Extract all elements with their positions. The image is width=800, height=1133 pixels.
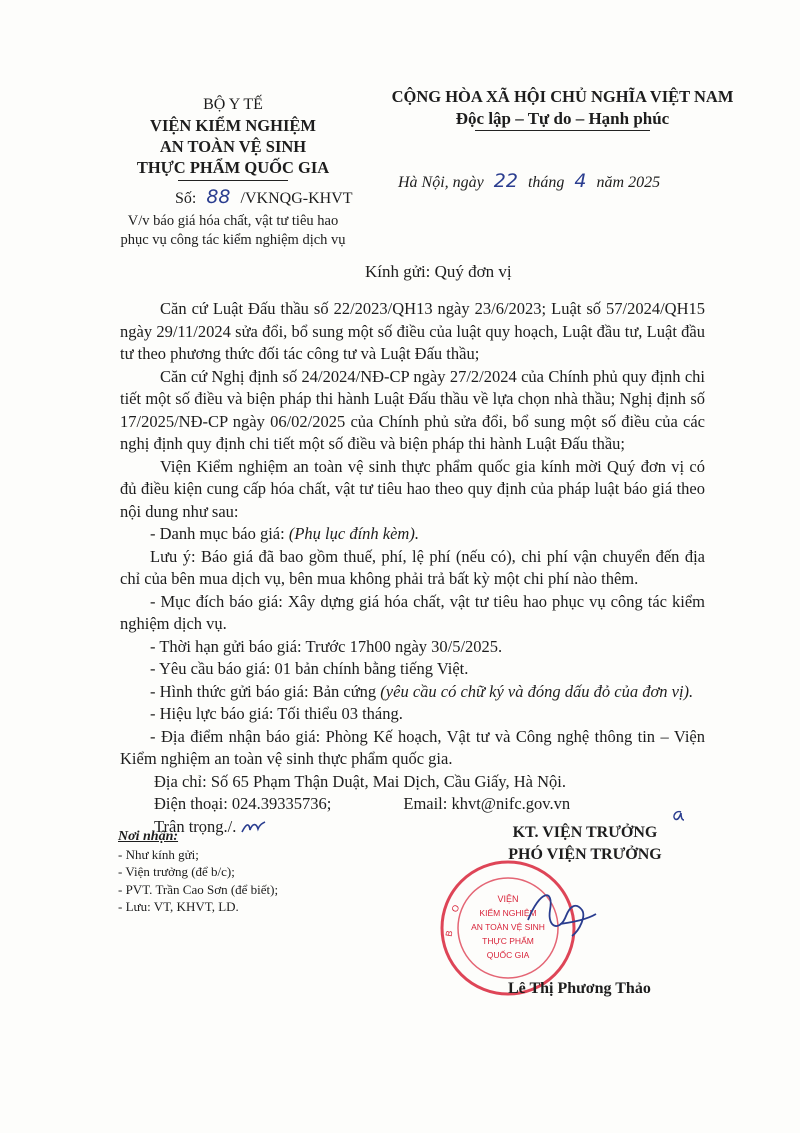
phone-text: Điện thoại: 024.39335736; [154, 794, 332, 813]
deadline-line: - Thời hạn gửi báo giá: Trước 17h00 ngày 30/5/2025. [150, 636, 503, 656]
initial-a-icon [668, 808, 686, 826]
org-name-line2: AN TOÀN VỆ SINH [159, 137, 307, 156]
date-prefix: Hà Nội, ngày [398, 174, 484, 191]
legal-basis-1: Căn cứ Luật Đấu thầu số 22/2023/QH13 ngày 23/6/2023; Luật số 57/2024/QH15 ngày 29/11/2024 sửa đổi, bổ sung một số điều của luật quy hoạch, Luật đầu tư, Luật đầu tư theo phương thức đối tác công tư và Luật Đấu thầu; [120, 299, 705, 363]
document-number-prefix: Số: [175, 190, 197, 207]
requirement-line: - Yêu cầu báo giá: 01 bản chính bằng tiếng Việt. [150, 659, 469, 678]
date-month-handwritten: 4 [574, 170, 587, 192]
svg-text:O: O [449, 902, 462, 915]
item-list-line [120, 523, 705, 546]
signer-name: Lê Thị Phương Thảo [508, 980, 651, 997]
org-name-line1: VIỆN KIỂM NGHIỆM [150, 116, 316, 135]
recipients-title: Nơi nhận: [118, 829, 179, 844]
issuer-block [118, 94, 348, 181]
invitation-paragraph: Viện Kiểm nghiệm an toàn vệ sinh thực phẩm quốc gia kính mời Quý đơn vị có đủ điều kiện cung cấp hóa chất, vật tư tiêu hao theo quy định của pháp luật báo giá theo nội dung như sau: [120, 456, 705, 521]
subject-block [118, 212, 348, 250]
form-line [120, 681, 705, 704]
seal-text-line2: KIỂM NGHIỆM [479, 908, 537, 918]
date-month-label: tháng [527, 174, 565, 191]
date-day-handwritten: 22 [493, 170, 518, 192]
document-number-handwritten: 88 [206, 186, 231, 208]
subject-line1: V/v báo giá hóa chất, vật tư tiêu hao [127, 213, 339, 229]
seal-text-line1: VIỆN [497, 894, 519, 904]
signature-title-line2: PHÓ VIỆN TRƯỞNG [508, 846, 662, 863]
seal-text-line3: AN TOÀN VỆ SINH [471, 922, 545, 932]
item-list-value: (Phụ lục đính kèm). [288, 524, 419, 543]
recipient-item: - Viện trưởng (để b/c); [118, 864, 235, 879]
signature-title-line1: KT. VIỆN TRƯỞNG [512, 824, 658, 841]
national-motto: Độc lập – Tự do – Hạnh phúc [455, 109, 670, 128]
date-line [398, 170, 660, 192]
location-line: - Địa điểm nhận báo giá: Phòng Kế hoạch, Vật tư và Công nghệ thông tin – Viện Kiểm nghiệm an toàn vệ sinh thực phẩm quốc gia. [120, 726, 705, 768]
document-number [175, 186, 353, 208]
subject-line2: phục vụ công tác kiểm nghiệm dịch vụ [120, 232, 346, 248]
ministry-name: BỘ Y TẾ [203, 96, 263, 113]
form-value: (yêu cầu có chữ ký và đóng dấu đỏ của đơn vị). [380, 681, 694, 701]
recipient-item: - Lưu: VT, KHVT, LD. [118, 899, 239, 914]
form-label: - Hình thức gửi báo giá: Bản cứng [150, 681, 381, 701]
recipient-item: - PVT. Trần Cao Sơn (để biết); [118, 881, 279, 897]
svg-text:B: B [443, 929, 455, 938]
salutation: Kính gửi: Quý đơn vị [365, 262, 512, 281]
note-line: Lưu ý: Báo giá đã bao gồm thuế, phí, lệ phí (nếu có), chi phí vận chuyển đến địa chỉ của bên mua dịch vụ, bên mua không phải trả bất kỳ một chi phí nào thêm. [120, 546, 705, 588]
issuer-underline [178, 180, 288, 181]
closing-text: Trân trọng./. [154, 816, 237, 836]
recipient-item: - Như kính gửi; [118, 846, 199, 862]
purpose-line: - Mục đích báo giá: Xây dựng giá hóa chất, vật tư tiêu hao phục vụ công tác kiểm nghiệm dịch vụ. [120, 591, 705, 633]
seal-text-line4: THỰC PHẨM [482, 936, 534, 946]
contact-line [120, 793, 705, 816]
recipients-block [118, 828, 368, 916]
address-line: Địa chỉ: Số 65 Phạm Thận Duật, Mai Dịch, Cầu Giấy, Hà Nội. [154, 771, 566, 791]
document-number-suffix: /VKNQG-KHVT [240, 190, 353, 207]
date-year: năm 2025 [596, 174, 661, 191]
org-name-line3: THỰC PHẨM QUỐC GIA [136, 158, 330, 177]
seal-text-line5: QUỐC GIA [486, 950, 530, 960]
validity-line: - Hiệu lực báo giá: Tối thiểu 03 tháng. [150, 704, 403, 723]
country-name: CỘNG HÒA XÃ HỘI CHỦ NGHĨA VIỆT NAM [391, 87, 734, 106]
handwritten-signature-icon [520, 880, 600, 950]
letter-body [120, 298, 705, 838]
legal-basis-2: Căn cứ Nghị định số 24/2024/NĐ-CP ngày 27/2/2024 của Chính phủ quy định chi tiết một số điều và biện pháp thi hành Luật Đấu thầu về lựa chọn nhà thầu; Nghị định số 17/2025/NĐ-CP ngày 06/02/2025 của Chính phủ sửa đổi, bổ sung một số điều của các nghị định quy định chi tiết một số điều và biện pháp thi hành Luật Đấu thầu; [120, 366, 705, 453]
email-text: Email: khvt@nifc.gov.vn [403, 794, 571, 813]
motto-underline [475, 130, 650, 131]
item-list-label: - Danh mục báo giá: [150, 524, 289, 543]
national-header [355, 86, 770, 131]
